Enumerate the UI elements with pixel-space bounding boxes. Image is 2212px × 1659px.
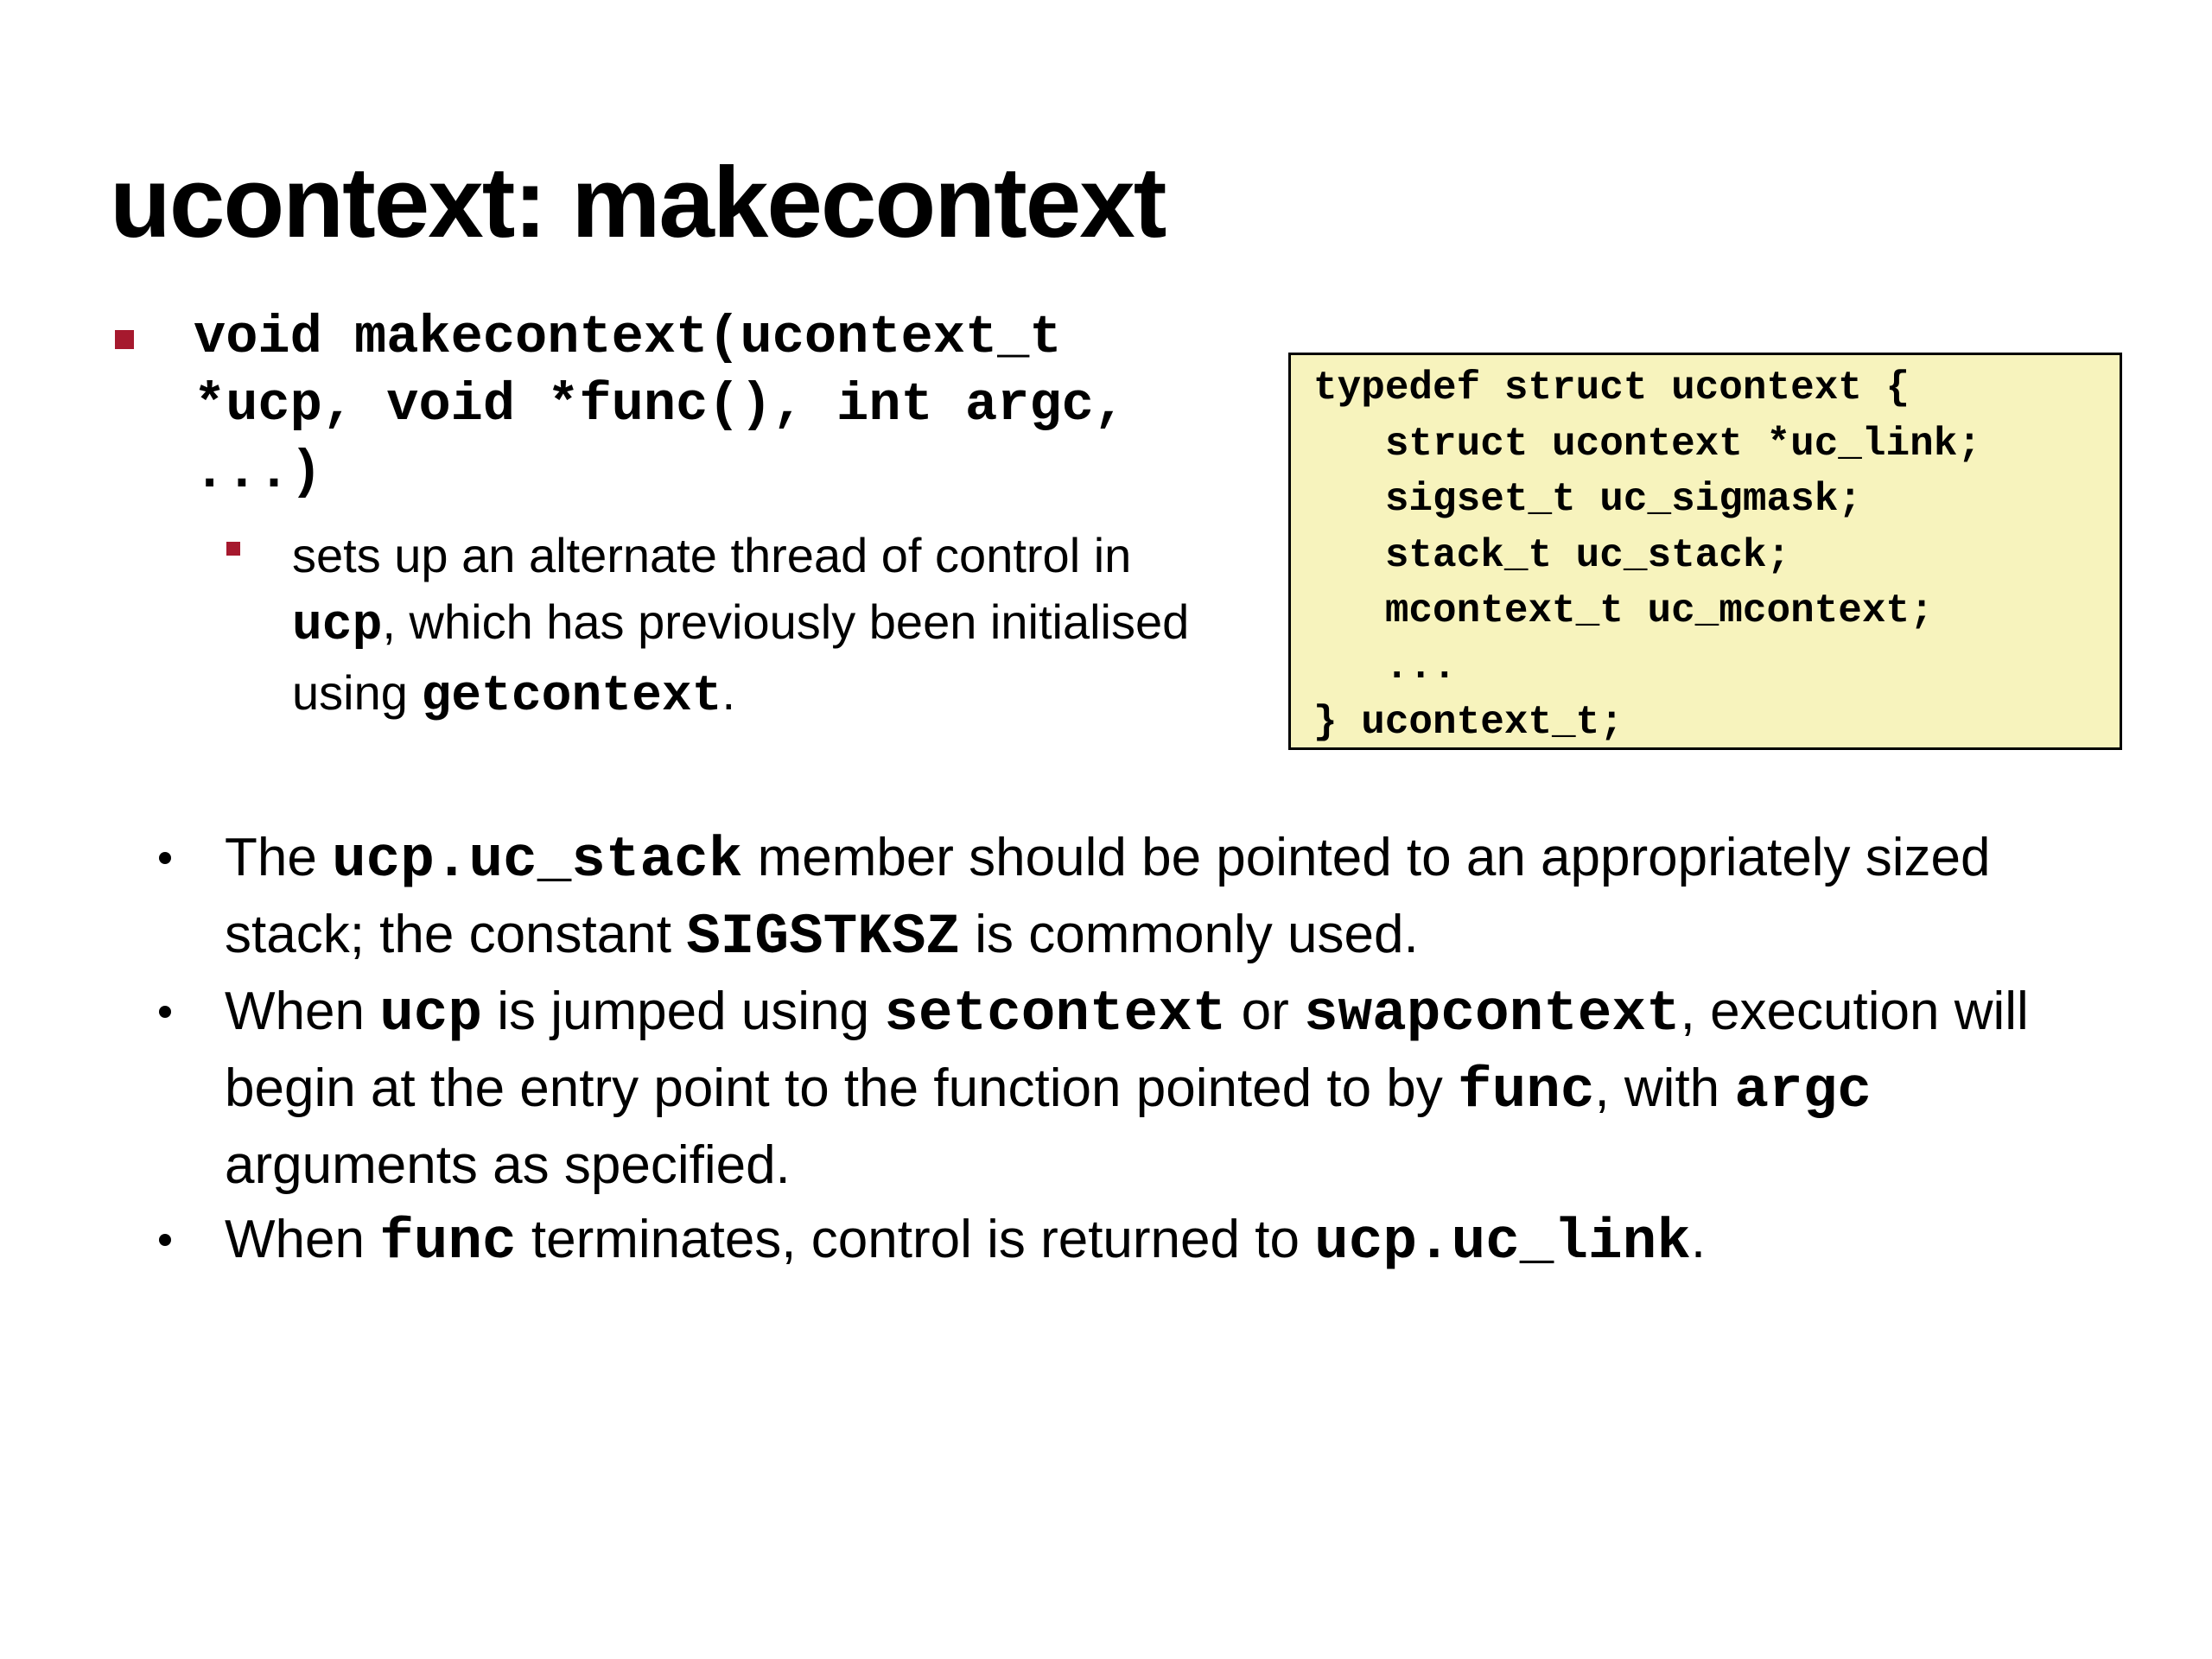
bullet-text: , with: [1594, 1058, 1735, 1118]
code-line: sigset_t uc_sigmask;: [1313, 477, 1862, 522]
code-getcontext: getcontext: [421, 669, 722, 725]
bullet-text: or: [1226, 982, 1304, 1041]
inline-code: setcontext: [884, 982, 1227, 1046]
bullet-text: When: [225, 982, 380, 1041]
bullet-text: arguments as specified.: [225, 1135, 791, 1195]
bullet-list: [149, 821, 2119, 1280]
sub-text-1: sets up an alternate thread of control in: [292, 528, 1132, 582]
signature-line-3: ...): [194, 442, 322, 503]
code-line: typedef struct ucontext {: [1313, 365, 1910, 410]
code-line: struct ucontext *uc_link;: [1313, 421, 1981, 467]
inline-code: swapcontext: [1303, 982, 1681, 1046]
bullet-dot-icon: [159, 1234, 171, 1246]
bullet-text: , execution will begin at the entry point to the function pointed to by: [225, 982, 2029, 1118]
ucontext-struct-code-box: [1288, 353, 2122, 750]
code-line: mcontext_t uc_mcontext;: [1313, 588, 1934, 633]
bullet-dot-icon: [159, 1006, 171, 1018]
bullet-text: is commonly used.: [960, 905, 1419, 964]
inline-code: ucp.uc_link: [1314, 1210, 1691, 1274]
code-line: ...: [1313, 644, 1457, 690]
bullet-item: [149, 821, 2119, 975]
bullet-text: When: [225, 1210, 380, 1269]
bullet-item: [149, 1203, 2119, 1280]
bullet-text: member should be pointed to an appropriately sized stack; the constant: [225, 828, 1991, 964]
square-bullet-icon: [115, 330, 134, 349]
bullet-text: .: [1690, 1210, 1707, 1269]
code-line: stack_t uc_stack;: [1313, 532, 1791, 578]
signature-line-2: *ucp, void *func(), int argc,: [194, 374, 1126, 435]
sub-bullet-text: [292, 522, 1220, 730]
inline-code: func: [379, 1210, 517, 1274]
signature-line-1: void makecontext(ucontext_t: [194, 307, 1062, 368]
code-ucp: ucp: [292, 598, 383, 654]
code-line: } ucontext_t;: [1313, 700, 1624, 745]
square-bullet-icon: [226, 542, 240, 556]
sub-text-2: , which has previously been initialised using: [292, 594, 1190, 720]
bullet-text: terminates, control is returned to: [516, 1210, 1315, 1269]
bullet-text: The: [225, 828, 333, 887]
inline-code: argc: [1734, 1058, 1872, 1123]
slide-title: ucontext: makecontext: [110, 146, 1166, 258]
inline-code: ucp: [379, 982, 483, 1046]
function-signature-item: [110, 304, 1233, 506]
inline-code: func: [1458, 1058, 1595, 1123]
sub-text-3: .: [721, 665, 736, 720]
function-signature: [194, 304, 1233, 506]
bullet-text: is jumped using: [482, 982, 885, 1041]
bullet-item: [149, 975, 2119, 1203]
bullet-dot-icon: [159, 852, 171, 864]
inline-code: ucp.uc_stack: [332, 828, 743, 893]
inline-code: SIGSTKSZ: [686, 905, 961, 969]
sub-bullet-item: [226, 522, 1220, 730]
